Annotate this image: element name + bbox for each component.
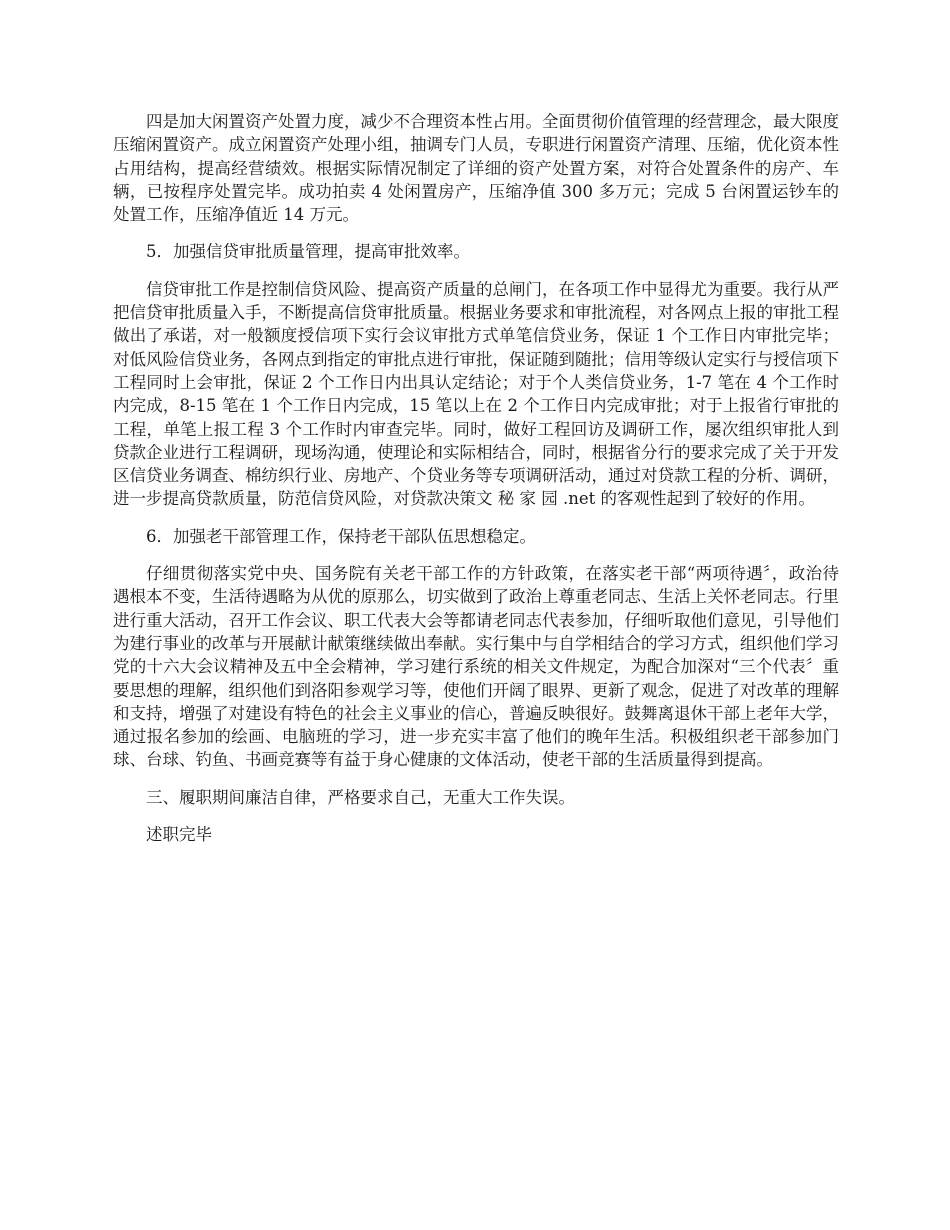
closing-statement: 述职完毕 <box>146 825 212 845</box>
heading-integrity: 三、履职期间廉洁自律，严格要求自己，无重大工作失误。 <box>146 787 575 807</box>
heading-credit-approval: 5．加强信贷审批质量管理，提高审批效率。 <box>146 242 470 262</box>
paragraph-veteran-cadre: 仔细贯彻落实党中央、国务院有关老干部工作的方针政策，在落实老干部“两项待遇〞，政治待遇根本不变，生活待遇略为从优的原那么，切实做到了政治上尊重老同志、生活上关怀老同志。行里进行重大活动，召开工作会议、职工代表大会等都请老同志代表参加，仔细听取他们意见，引导他们为建行事业的改革与开展献计献策继续做出奉献。实行集中与自学相结合的学习方式，组织他们学习党的十六大会议精神及五中全会精神，学习建行系统的相关文件规定，为配合加深对“三个代表〞重要思想的理解，组织他们到洛阳参观学习等，使他们开阔了眼界、更新了观念，促进了对改革的理解和支持，增强了对建设有特色的社会主义事业的信心，普遍反映很好。鼓舞离退休干部上老年大学，通过报名参加的绘画、电脑班的学习，进一步充实丰富了他们的晚年生活。积极组织老干部参加门球、台球、钓鱼、书画竞赛等有益于身心健康的文体活动，使老干部的生活质量得到提高。 <box>113 564 839 770</box>
heading-veteran-cadre: 6．加强老干部管理工作，保持老干部队伍思想稳定。 <box>146 526 536 546</box>
paragraph-asset-disposal: 四是加大闲置资产处置力度，减少不合理资本性占用。全面贯彻价值管理的经营理念，最大限度压缩闲置资产。成立闲置资产处理小组，抽调专门人员，专职进行闲置资产清理、压缩，优化资本性占用结构，提高经营绩效。根据实际情况制定了详细的资产处置方案，对符合处置条件的房产、车辆，已按程序处置完毕。成功拍卖 4 处闲置房产，压缩净值 300 多万元；完成 5 台闲置运钞车的处置工作，压缩净值近 14 万元。 <box>113 112 839 225</box>
paragraph-credit-approval: 信贷审批工作是控制信贷风险、提高资产质量的总闸门，在各项工作中显得尤为重要。我行从严把信贷审批质量入手，不断提高信贷审批质量。根据业务要求和审批流程，对各网点上报的审批工程做出了承诺，对一般额度授信项下实行会议审批方式单笔信贷业务，保证 1 个工作日内审批完毕；对低风险信贷业务，各网点到指定的审批点进行审批，保证随到随批；信用等级认定实行与授信项下工程同时上会审批，保证 2 个工作日内出具认定结论；对于个人类信贷业务，1-7 笔在 4 个工作时内完成，8-15 笔在 1 个工作日内完成，15 笔以上在 2 个工作日内完成审批；对于上报省行审批的工程，单笔上报工程 3 个工作时内审查完毕。同时，做好工程回访及调研工作，屡次组织审批人到贷款企业进行工程调研，现场沟通，使理论和实际相结合，同时，根据省分行的要求完成了关于开发区信贷业务调查、棉纺织行业、房地产、个贷业务等专项调研活动，通过对贷款工程的分析、调研，进一步提高贷款质量，防范信贷风险，对贷款决策文 秘 家 园 .net 的客观性起到了较好的作用。 <box>113 279 839 509</box>
document-body <box>113 110 839 860</box>
